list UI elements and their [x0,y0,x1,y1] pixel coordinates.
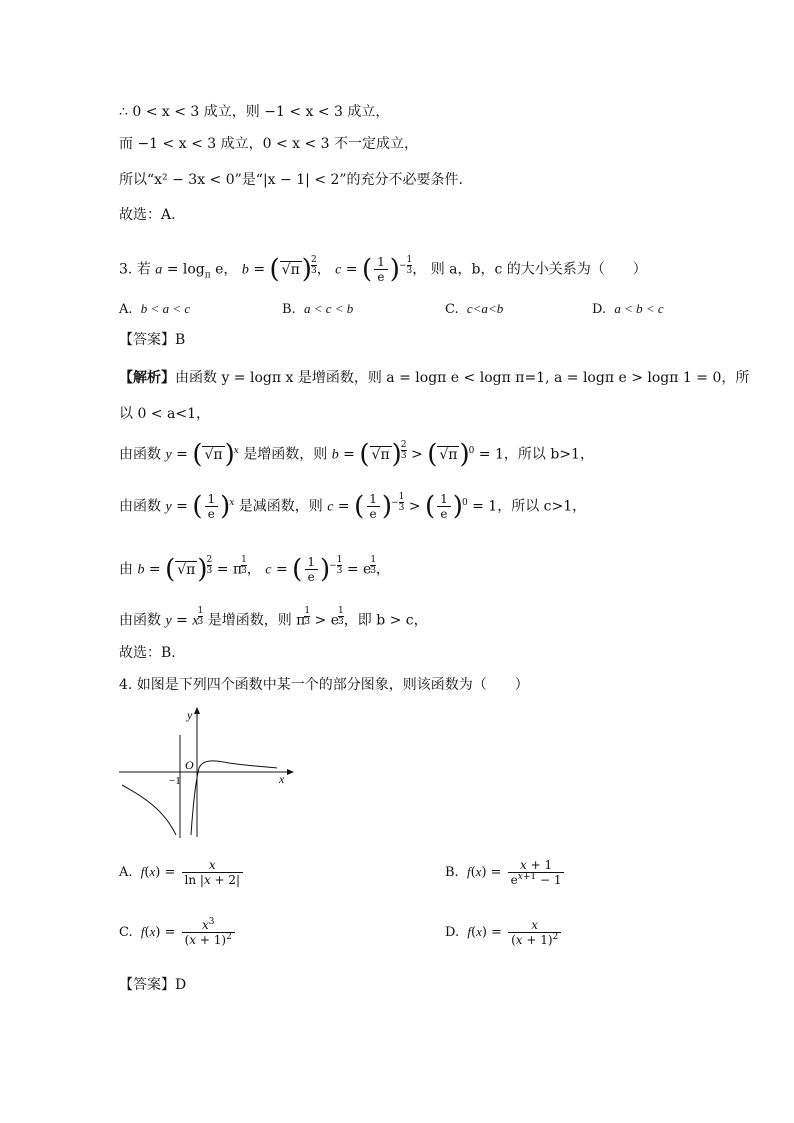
x-axis-arrow [287,769,294,775]
y-axis-arrow [194,707,200,714]
q3-analysis-3: 由函数 y = ( √π)x 是增函数，则 b = ( √π) $\frac{2}{3}$ > ( √π)0 = 1，所以 b>1， [119,439,594,470]
line-2: 而 −1 < x < 3 成立，0 < x < 3 不一定成立， [119,136,419,152]
q4-option-c: C. f(x) = $\frac{x^3}{(x + 1)^2}$ [119,918,237,947]
origin-label: O [185,758,194,772]
q4-stem: 4. 如图是下列四个函数中某一个的部分图象，则该函数为（ ） [119,677,529,693]
x-label: x [279,772,285,786]
line-3: 所以“x² − 3x < 0”是“|x − 1| < 2”的充分不必要条件. [119,172,463,188]
q3-answer: 【答案】B [119,332,186,348]
q4-answer: 【答案】D [119,977,187,993]
q3-analysis-1: 【解析】由函数 y = logπ x 是增函数，则 a = logπ e < logπ π=1, a = logπ e > logπ 1 = 0，所 [119,370,750,386]
q3-analysis-4: 由函数 y = ( $\frac{1}{e}$ )x 是减函数，则 c = ( $\frac{1}{e}$ )− $\frac{1}{3}$ > ( $\frac{1}{e}$ )0 = 1，所以 c>1， [119,491,587,522]
q3-number: 3. [119,261,133,278]
q3-pre: 若 [136,261,151,278]
y-label: y [187,708,193,722]
q4-option-a: A. f(x) = $\frac{x}{\ln |x + 2|}$ [119,858,245,887]
line-1: ∴ 0 < x < 3 成立，则 −1 < x < 3 成立， [119,104,390,120]
q3-option-a: A. b < a < c [119,301,191,317]
q3-question: 则 a，b，c 的大小关系为（ ） [430,261,647,278]
q4-option-d: D. f(x) = $\frac{x}{(x + 1)^2}$ [445,918,563,947]
line-4: 故选：A. [119,207,176,223]
q3-analysis-6: 由函数 y = x $\frac{1}{3}$ 是增函数，则 π $\frac{1}{3}$ > e $\frac{1}{3}$ ，即 b > c， [119,606,428,629]
q3-option-b: B. a < c < b [282,301,354,317]
q3-option-c: C. c<a<b [445,301,504,317]
function-graph [119,705,294,840]
q3-option-d: D. a < b < c [592,301,664,317]
neg-one-label: −1 [169,775,181,787]
q3-analysis-2: 以 0 < a<1， [119,406,210,422]
q3-analysis-5: 由 b = ( √π) $\frac{2}{3}$ = π $\frac{1}{3}$ ， c = ( $\frac{1}{e}$ )− $\frac{1}{3}$ = e $\frac{1}{3}$ ， [119,554,391,585]
q3-stem: 3. 若 $a = \log_\pi e$， b = ( √π) $\frac{2}{3}$ ， c = ( $\frac{1}{e}$ )− $\frac{1}{3}$ ， 则 a，b，c 的大小关系为（ ） [119,254,647,285]
left-branch [122,785,176,835]
q4-option-b: B. f(x) = $\frac{x + 1}{e^{x+1} - 1}$ [445,858,566,887]
q3-conclusion: 故选：B. [119,645,176,661]
